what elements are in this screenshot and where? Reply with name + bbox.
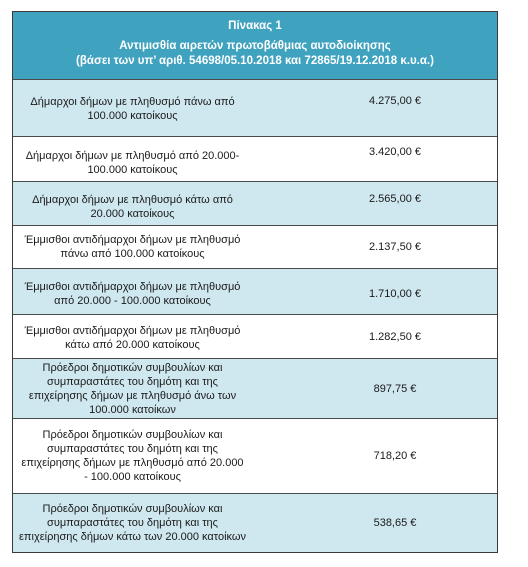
table-row <box>13 79 497 136</box>
salary-table <box>12 11 498 553</box>
table-row <box>13 225 497 268</box>
row-value: 1.282,50 € <box>369 330 421 343</box>
row-label: Πρόεδροι δημοτικών συμβουλίων και συμπαραστάτες του δημότη και της επιχείρησης δήμων με πληθυσμό άνω των 100.000 κατοίκων <box>28 361 237 416</box>
row-label: Δήμαρχοι δήμων με πληθυσμό πάνω από 100.000 κατοίκους <box>30 96 235 122</box>
table-header <box>13 12 497 79</box>
table-row <box>13 314 497 358</box>
row-value: 897,75 € <box>373 382 417 395</box>
row-label: Δήμαρχοι δήμων με πληθυσμό από 20.000-100.000 κατοίκους <box>25 150 240 176</box>
table-row <box>13 358 497 418</box>
row-value: 2.137,50 € <box>369 241 421 253</box>
row-label: Δήμαρχοι δήμων με πληθυσμό κάτω από 20.000 κατοίκους <box>32 193 233 220</box>
table-row <box>13 268 497 314</box>
row-value: 2.565,00 € <box>369 192 421 205</box>
table-row <box>13 136 497 181</box>
row-label: Έμμισθοι αντιδήμαρχοι δήμων με πληθυσμό κάτω από 20.000 κατοίκους <box>24 324 241 351</box>
row-label: Πρόεδροι δημοτικών συμβουλίων και συμπαραστάτες του δημότη και της επιχείρησης δήμων κάτω των 20.000 κατοίκων <box>19 503 246 543</box>
row-value: 718,20 € <box>373 450 417 462</box>
row-value: 4.275,00 € <box>369 95 421 107</box>
table-source-note: (βάσει των υπ’ αριθ. 54698/05.10.2018 και 72865/19.12.2018 κ.υ.α.) <box>76 55 434 67</box>
table-row <box>13 493 497 552</box>
row-label: Πρόεδροι δημοτικών συμβουλίων και συμπαραστάτες του δημότη και της επιχείρησης δήμων με πληθυσμό από 20.000 - 100.000 κατοίκους <box>21 429 244 483</box>
row-value: 3.420,00 € <box>369 146 421 158</box>
row-value: 1.710,00 € <box>369 287 421 300</box>
row-value: 538,65 € <box>373 517 417 529</box>
table-title: Πίνακας 1 <box>228 20 282 32</box>
table-row <box>13 418 497 493</box>
table-row <box>13 181 497 225</box>
row-label: Έμμισθοι αντιδήμαρχοι δήμων με πληθυσμό πάνω από 100.000 κατοίκους <box>24 234 241 260</box>
row-label: Έμμισθοι αντιδήμαρχοι δήμων με πληθυσμό από 20.000 - 100.000 κατοίκους <box>24 280 241 307</box>
table-subtitle: Αντιμισθία αιρετών πρωτοβάθμιας αυτοδιοίκησης <box>119 40 391 52</box>
